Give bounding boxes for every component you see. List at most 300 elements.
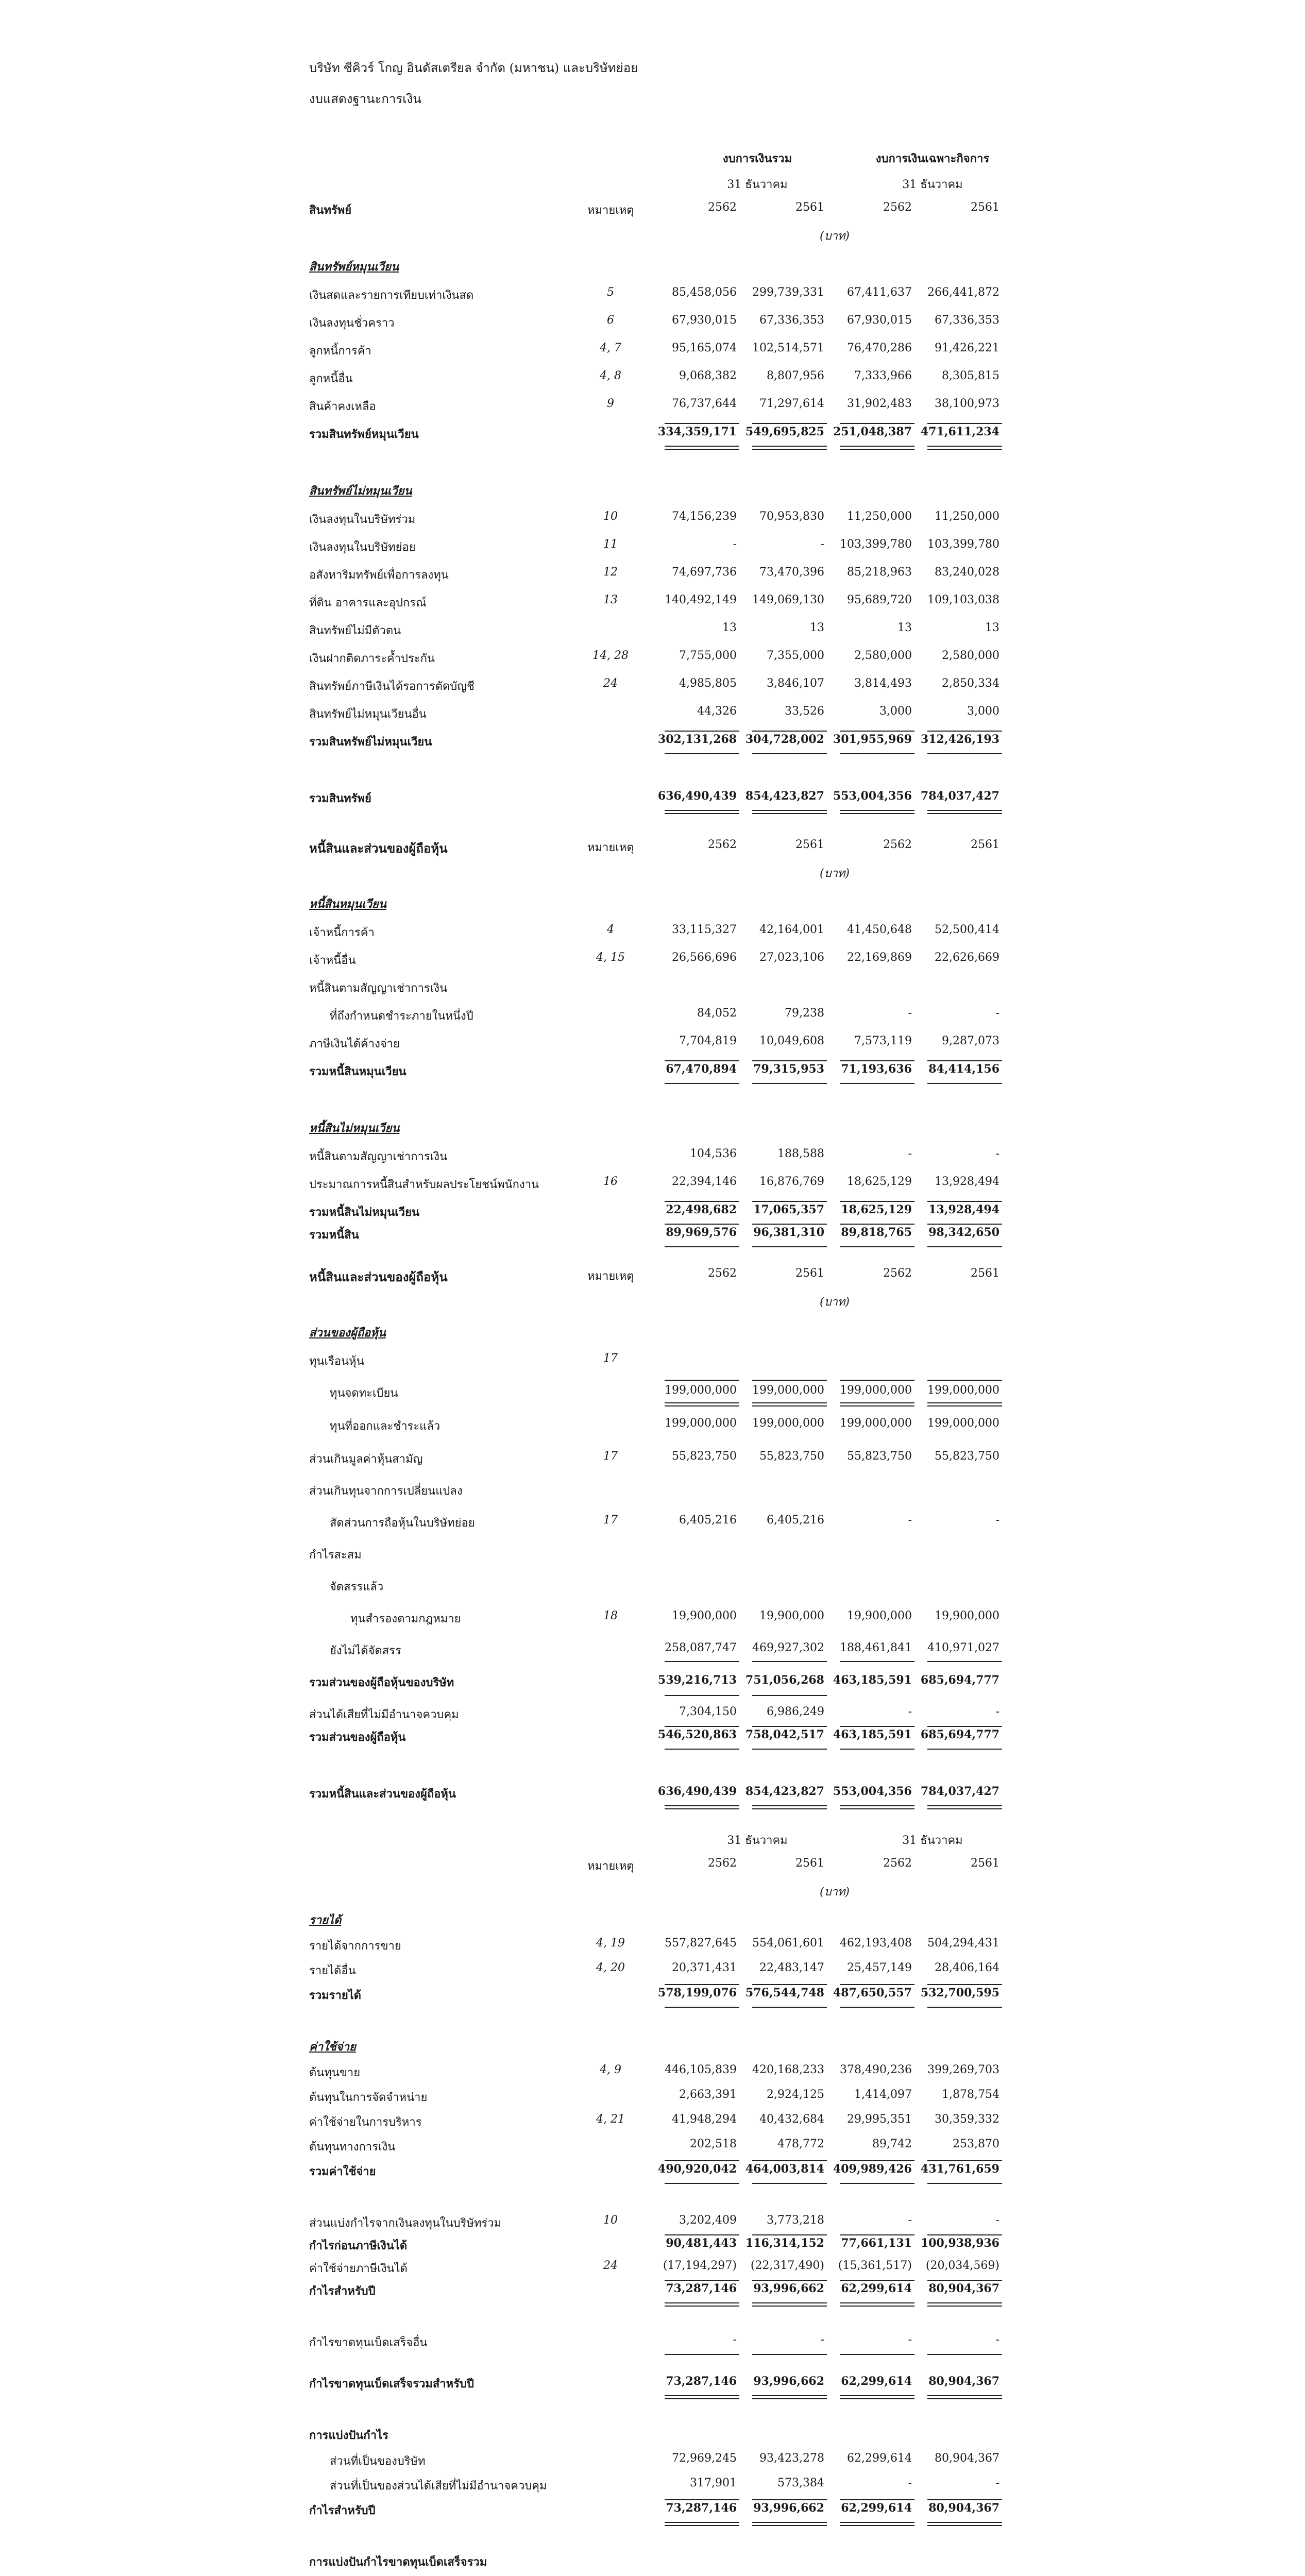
amount-cell: 251,048,387 [833, 425, 912, 438]
amount-cell: 27,023,106 [759, 951, 824, 964]
year-header: 2562 [883, 201, 912, 214]
amount-cell: - [995, 1705, 999, 1718]
amount-cell: 199,000,000 [752, 1417, 824, 1430]
amount-cell: 557,827,645 [665, 1937, 737, 1950]
double-underline [665, 810, 739, 814]
row-label: เงินสดและรายการเทียบเท่าเงินสด [309, 289, 474, 302]
underline [752, 1726, 827, 1727]
amount-cell: 8,807,956 [767, 369, 824, 382]
row-label: สินทรัพย์ภาษีเงินได้รอการตัดบัญชี [309, 680, 474, 693]
double-underline [752, 2522, 827, 2526]
amount-cell: 685,694,777 [920, 1673, 999, 1687]
amount-cell: 13,928,494 [935, 1175, 999, 1188]
year-header: 2561 [971, 201, 999, 214]
double-underline [840, 1805, 914, 1809]
amount-cell: - [908, 2214, 912, 2227]
note-ref: 4, 15 [596, 951, 625, 964]
amount-cell: 67,930,015 [672, 314, 737, 327]
underline [840, 1060, 914, 1061]
amount-cell: 95,689,720 [847, 594, 912, 606]
amount-cell: - [908, 1705, 912, 1718]
underline [927, 1984, 1002, 1985]
amount-cell: 70,953,830 [759, 510, 824, 523]
amount-cell: 317,901 [690, 2477, 737, 2489]
amount-cell: 463,185,591 [833, 1728, 912, 1741]
amount-cell: 85,458,056 [672, 286, 737, 299]
note-header: หมายเหตุ [587, 204, 634, 217]
amount-cell: 18,625,129 [841, 1203, 912, 1216]
amount-cell: - [820, 2333, 824, 2346]
amount-cell: 13 [985, 621, 999, 634]
amount-cell: 4,985,805 [679, 677, 737, 690]
underline [927, 1060, 1002, 1061]
amount-cell: 6,405,216 [767, 1514, 824, 1527]
amount-cell: 74,156,239 [672, 510, 737, 523]
amount-cell: 199,000,000 [927, 1417, 999, 1430]
amount-cell: 100,938,936 [920, 2236, 999, 2250]
row-label: รวมหนี้สินและส่วนของผู้ถือหุ้น [309, 1787, 456, 1801]
amount-cell: 253,870 [953, 2138, 999, 2150]
underline [665, 1695, 739, 1696]
amount-cell: 93,996,662 [753, 2501, 824, 2515]
amount-cell: 19,900,000 [847, 1609, 912, 1622]
note-ref: 24 [603, 677, 618, 690]
row-label: ที่ดิน อาคารและอุปกรณ์ [309, 597, 427, 609]
amount-cell: 7,704,819 [679, 1035, 737, 1047]
amount-cell: 149,069,130 [752, 594, 824, 606]
amount-cell: 553,004,356 [833, 789, 912, 803]
amount-cell: 3,814,493 [854, 677, 912, 690]
amount-cell: 2,663,391 [679, 2088, 737, 2101]
note-ref: 5 [607, 286, 614, 299]
underline [752, 731, 827, 732]
underline [752, 1201, 827, 1202]
double-underline [752, 2302, 827, 2307]
underline [665, 1380, 739, 1381]
row-label: สินค้าคงเหลือ [309, 400, 376, 413]
amount-cell: 378,490,236 [840, 2063, 912, 2076]
amount-cell: 11,250,000 [847, 510, 912, 523]
year-header: 2562 [708, 1267, 737, 1280]
underline [840, 423, 914, 424]
double-underline [665, 446, 739, 450]
amount-cell: 301,955,969 [833, 733, 912, 746]
amount-cell: - [995, 1147, 999, 1160]
amount-cell: 7,755,000 [679, 649, 737, 662]
underline [840, 1083, 914, 1084]
amount-cell: 140,492,149 [665, 594, 737, 606]
amount-cell: 3,773,218 [767, 2214, 824, 2227]
underline [752, 1695, 827, 1696]
double-underline [665, 1402, 739, 1406]
note-ref: 16 [603, 1175, 618, 1188]
unit-label: (บาท) [820, 230, 850, 243]
underline [927, 1246, 1002, 1247]
amount-cell: 62,299,614 [847, 2452, 912, 2465]
year-header: 2561 [795, 201, 824, 214]
underline [665, 1984, 739, 1985]
year-header: 2561 [795, 1857, 824, 1870]
amount-cell: 89,969,576 [666, 1226, 737, 1239]
row-label: ส่วนเกินทุนจากการเปลี่ยนแปลง [309, 1485, 463, 1498]
amount-cell: 487,650,557 [833, 1986, 912, 1999]
underline [665, 731, 739, 732]
amount-cell: (17,194,297) [663, 2259, 737, 2272]
amount-cell: 504,294,431 [927, 1937, 999, 1950]
underline [752, 753, 827, 754]
underline [927, 1380, 1002, 1381]
year-header: 2562 [708, 201, 737, 214]
amount-cell: 199,000,000 [840, 1384, 912, 1397]
note-ref: 17 [603, 1514, 618, 1527]
underline [752, 2354, 827, 2355]
row-label: ทุนเรือนหุ้น [309, 1355, 364, 1368]
amount-cell: 52,500,414 [935, 923, 999, 936]
row-label: เจ้าหนี้การค้า [309, 926, 375, 939]
amount-cell: 71,297,614 [759, 397, 824, 410]
amount-cell: 9,068,382 [679, 369, 737, 382]
underline [665, 2234, 739, 2235]
double-underline [927, 446, 1002, 450]
amount-cell: 578,199,076 [657, 1986, 737, 1999]
amount-cell: 573,384 [777, 2477, 824, 2489]
amount-cell: 103,399,780 [840, 538, 912, 551]
underline [752, 2007, 827, 2008]
row-label: เงินลงทุนในบริษัทย่อย [309, 541, 416, 554]
amount-cell: 103,399,780 [927, 538, 999, 551]
amount-cell: 40,432,684 [759, 2113, 824, 2126]
amount-cell: 532,700,595 [920, 1986, 999, 1999]
amount-cell: 38,100,973 [935, 397, 999, 410]
amount-cell: 26,566,696 [672, 951, 737, 964]
double-underline [752, 1805, 827, 1809]
underline [840, 2160, 914, 2161]
amount-cell: - [908, 1147, 912, 1160]
note-ref: 10 [603, 510, 618, 523]
amount-cell: 1,878,754 [942, 2088, 999, 2101]
amount-cell: 76,470,286 [847, 342, 912, 354]
amount-cell: 109,103,038 [927, 594, 999, 606]
underline [840, 1380, 914, 1381]
underline [752, 2183, 827, 2184]
amount-cell: 13 [810, 621, 824, 634]
amount-cell: 85,218,963 [847, 566, 912, 579]
amount-cell: 90,481,443 [666, 2236, 737, 2250]
row-label: ยังไม่ได้จัดสรร [330, 1645, 401, 1657]
double-underline [752, 446, 827, 450]
amount-cell: 89,818,765 [841, 1226, 912, 1239]
amount-cell: 6,986,249 [767, 1705, 824, 1718]
underline [927, 1749, 1002, 1750]
amount-cell: 55,823,750 [935, 1450, 999, 1463]
amount-cell: 636,490,439 [657, 1785, 737, 1798]
amount-cell: 202,518 [690, 2138, 737, 2150]
underline [927, 1224, 1002, 1225]
amount-cell: 42,164,001 [759, 923, 824, 936]
underline [752, 2234, 827, 2235]
amount-cell: 553,004,356 [833, 1785, 912, 1798]
underline [665, 423, 739, 424]
amount-cell: 84,052 [697, 1007, 737, 1020]
underline [927, 1726, 1002, 1727]
amount-cell: 3,202,409 [679, 2214, 737, 2227]
amount-cell: 3,846,107 [767, 677, 824, 690]
amount-cell: 80,904,367 [928, 2501, 999, 2515]
double-underline [665, 2302, 739, 2307]
amount-cell: 420,168,233 [752, 2063, 824, 2076]
year-header: 2561 [971, 1267, 999, 1280]
underline [927, 2499, 1002, 2500]
row-label: ค่าใช้จ่ายภาษีเงินได้ [309, 2262, 408, 2275]
amount-cell: 79,315,953 [753, 1062, 824, 1076]
amount-cell: 73,287,146 [666, 2282, 737, 2295]
amount-cell: 31,902,483 [847, 397, 912, 410]
amount-cell: 104,536 [690, 1147, 737, 1160]
amount-cell: 2,850,334 [942, 677, 999, 690]
amount-cell: 258,087,747 [665, 1641, 737, 1654]
amount-cell: 30,359,332 [935, 2113, 999, 2126]
amount-cell: - [733, 2333, 737, 2346]
amount-cell: 266,441,872 [927, 286, 999, 299]
double-underline [927, 2395, 1002, 2399]
row-label: ที่ถึงกำหนดชำระภายในหนึ่งปี [330, 1010, 473, 1023]
row-label: รายได้อื่น [309, 1964, 356, 1977]
section-title: สินทรัพย์หมุนเวียน [309, 260, 399, 274]
amount-cell: 33,115,327 [672, 923, 737, 936]
amount-cell: 33,526 [785, 705, 824, 718]
section-title: การแบ่งปันกำไร [309, 2429, 388, 2442]
row-label: กำไรขาดทุนเบ็ดเสร็จอื่น [309, 2336, 428, 2349]
amount-cell: 102,514,571 [752, 342, 824, 354]
double-underline [840, 1402, 914, 1406]
amount-cell: 89,742 [872, 2138, 912, 2150]
amount-cell: 854,423,827 [745, 1785, 824, 1798]
underline [665, 2499, 739, 2500]
underline [840, 1661, 914, 1662]
amount-cell: 2,580,000 [854, 649, 912, 662]
year-header: 2562 [883, 1857, 912, 1870]
amount-cell: 74,697,736 [672, 566, 737, 579]
double-underline [927, 2522, 1002, 2526]
row-label: ส่วนเกินมูลค่าหุ้นสามัญ [309, 1453, 423, 1466]
double-underline [927, 2302, 1002, 2307]
note-ref: 17 [603, 1352, 618, 1365]
note-ref: 24 [603, 2259, 618, 2272]
section-title: หนี้สินหมุนเวียน [309, 897, 386, 911]
note-ref: 13 [603, 594, 618, 606]
assets-title: สินทรัพย์ [309, 204, 352, 217]
underline [665, 1726, 739, 1727]
double-underline [840, 2302, 914, 2307]
row-label: ส่วนที่เป็นของส่วนได้เสียที่ไม่มีอำนาจควบคุม [330, 2480, 547, 2493]
amount-cell: 199,000,000 [665, 1417, 737, 1430]
underline [665, 1246, 739, 1247]
amount-cell: 7,573,119 [854, 1035, 912, 1047]
amount-cell: 18,625,129 [847, 1175, 912, 1188]
row-label: ลูกหนี้การค้า [309, 345, 371, 358]
underline [927, 2183, 1002, 2184]
row-label: รวมส่วนของผู้ถือหุ้น [309, 1731, 406, 1744]
amount-cell: 22,169,869 [847, 951, 912, 964]
row-label: ต้นทุนทางการเงิน [309, 2141, 396, 2154]
row-label: หนี้สินตามสัญญาเช่าการเงิน [309, 1150, 448, 1163]
amount-cell: 2,924,125 [767, 2088, 824, 2101]
amount-cell: 463,185,591 [833, 1673, 912, 1687]
double-underline [840, 446, 914, 450]
underline [927, 2280, 1002, 2281]
amount-cell: 28,406,164 [935, 1961, 999, 1974]
amount-cell: - [908, 2477, 912, 2489]
amount-cell: 13 [897, 621, 912, 634]
row-label: กำไรสำหรับปี [309, 2284, 376, 2298]
amount-cell: 77,661,131 [841, 2236, 912, 2250]
row-label: สัดส่วนการถือหุ้นในบริษัทย่อย [330, 1517, 475, 1530]
amount-cell: 93,423,278 [759, 2452, 824, 2465]
year-header: 2561 [971, 838, 999, 851]
amount-cell: 1,414,097 [854, 2088, 912, 2101]
amount-cell: 8,305,815 [942, 369, 999, 382]
amount-cell: 490,920,042 [657, 2162, 737, 2176]
note-ref: 4 [607, 923, 614, 936]
underline [840, 1201, 914, 1202]
note-ref: 11 [603, 538, 618, 551]
underline [927, 2160, 1002, 2161]
underline [927, 753, 1002, 754]
underline [840, 2280, 914, 2281]
double-underline [840, 2522, 914, 2526]
amount-cell: 62,299,614 [841, 2501, 912, 2515]
company-name: บริษัท ซีคิวร์ โกญ อินดัสเตรียล จำกัด (มหาชน) และบริษัทย่อย [309, 61, 638, 75]
amount-cell: 7,333,966 [854, 369, 912, 382]
amount-cell: 636,490,439 [657, 789, 737, 803]
amount-cell: 199,000,000 [840, 1417, 912, 1430]
year-header: 2562 [883, 1267, 912, 1280]
row-label: ทุนที่ออกและชำระแล้ว [330, 1420, 440, 1433]
unit-label: (บาท) [820, 1886, 850, 1899]
underline [752, 1749, 827, 1750]
date-label: 31 ธันวาคม [902, 1834, 963, 1847]
amount-cell: 73,470,396 [759, 566, 824, 579]
amount-cell: (22,317,490) [750, 2259, 824, 2272]
row-label: รวมสินทรัพย์ไม่หมุนเวียน [309, 735, 432, 749]
amount-cell: 199,000,000 [665, 1384, 737, 1397]
amount-cell: 72,969,245 [672, 2452, 737, 2465]
underline [927, 1083, 1002, 1084]
underline [665, 1749, 739, 1750]
amount-cell: - [995, 2214, 999, 2227]
underline [840, 1224, 914, 1225]
row-label: เจ้าหนี้อื่น [309, 954, 356, 967]
amount-cell: 302,131,268 [657, 733, 737, 746]
amount-cell: 13,928,494 [928, 1203, 999, 1216]
amount-cell: 44,326 [697, 705, 737, 718]
amount-cell: 93,996,662 [753, 2282, 824, 2295]
amount-cell: 10,049,608 [759, 1035, 824, 1047]
amount-cell: 19,900,000 [759, 1609, 824, 1622]
underline [752, 2160, 827, 2161]
amount-cell: 854,423,827 [745, 789, 824, 803]
row-label: รวมรายได้ [309, 1989, 362, 2002]
row-label: ส่วนได้เสียที่ไม่มีอำนาจควบคุม [309, 1708, 459, 1721]
double-underline [927, 1402, 1002, 1406]
amount-cell: 19,900,000 [935, 1609, 999, 1622]
amount-cell: 7,304,150 [679, 1705, 737, 1718]
amount-cell: 554,061,601 [752, 1937, 824, 1950]
amount-cell: 73,287,146 [666, 2501, 737, 2515]
amount-cell: 539,216,713 [657, 1673, 737, 1687]
amount-cell: 67,336,353 [759, 314, 824, 327]
row-label: อสังหาริมทรัพย์เพื่อการลงทุน [309, 569, 449, 582]
note-ref: 4, 9 [600, 2063, 621, 2076]
liabilities-equity-title: หนี้สินและส่วนของผู้ถือหุ้น [309, 1269, 448, 1284]
row-label: ต้นทุนขาย [309, 2066, 361, 2079]
amount-cell: 95,165,074 [672, 342, 737, 354]
date-label: 31 ธันวาคม [727, 178, 788, 191]
note-header: หมายเหตุ [587, 841, 634, 854]
amount-cell: 22,498,682 [666, 1203, 737, 1216]
row-label: รวมหนี้สินไม่หมุนเวียน [309, 1206, 420, 1219]
section-title: สินทรัพย์ไม่หมุนเวียน [309, 484, 412, 498]
section-title: การแบ่งปันกำไรขาดทุนเบ็ดเสร็จรวม [309, 2555, 487, 2569]
unit-label: (บาท) [820, 1296, 850, 1309]
row-label: หนี้สินตามสัญญาเช่าการเงิน [309, 982, 448, 995]
amount-cell: - [908, 2333, 912, 2346]
row-label: ลูกหนี้อื่น [309, 372, 353, 385]
amount-cell: 299,739,331 [752, 286, 824, 299]
note-ref: 17 [603, 1450, 618, 1463]
amount-cell: 62,299,614 [841, 2375, 912, 2388]
amount-cell: 576,544,748 [745, 1986, 824, 1999]
row-label: สินทรัพย์ไม่หมุนเวียนอื่น [309, 708, 427, 721]
row-label: สินทรัพย์ไม่มีตัวตน [309, 624, 401, 637]
underline [840, 2007, 914, 2008]
amount-cell: - [908, 1514, 912, 1527]
amount-cell: - [820, 538, 824, 551]
amount-cell: 67,336,353 [935, 314, 999, 327]
underline [927, 731, 1002, 732]
amount-cell: 9,287,073 [942, 1035, 999, 1047]
underline [665, 753, 739, 754]
double-underline [840, 2395, 914, 2399]
amount-cell: 758,042,517 [745, 1728, 824, 1741]
underline [927, 2234, 1002, 2235]
row-label: รายได้จากการขาย [309, 1940, 401, 1953]
underline [927, 1201, 1002, 1202]
amount-cell: 29,995,351 [847, 2113, 912, 2126]
underline [927, 2007, 1002, 2008]
amount-cell: - [995, 2333, 999, 2346]
amount-cell: 96,381,310 [753, 1226, 824, 1239]
amount-cell: - [733, 538, 737, 551]
note-ref: 18 [603, 1609, 618, 1622]
underline [840, 2499, 914, 2500]
amount-cell: 685,694,777 [920, 1728, 999, 1741]
amount-cell: 784,037,427 [920, 789, 999, 803]
section-title: หนี้สินไม่หมุนเวียน [309, 1122, 400, 1135]
row-label: ประมาณการหนี้สินสำหรับผลประโยชน์พนักงาน [309, 1178, 539, 1191]
underline [840, 2234, 914, 2235]
note-ref: 4, 19 [596, 1937, 625, 1950]
amount-cell: 17,065,357 [753, 1203, 824, 1216]
amount-cell: 446,105,839 [665, 2063, 737, 2076]
amount-cell: 20,371,431 [672, 1961, 737, 1974]
underline [840, 2183, 914, 2184]
amount-cell: 22,483,147 [759, 1961, 824, 1974]
amount-cell: 80,904,367 [928, 2375, 999, 2388]
underline [752, 1224, 827, 1225]
amount-cell: 76,737,644 [672, 397, 737, 410]
row-label: ทุนจดทะเบียน [330, 1387, 398, 1400]
